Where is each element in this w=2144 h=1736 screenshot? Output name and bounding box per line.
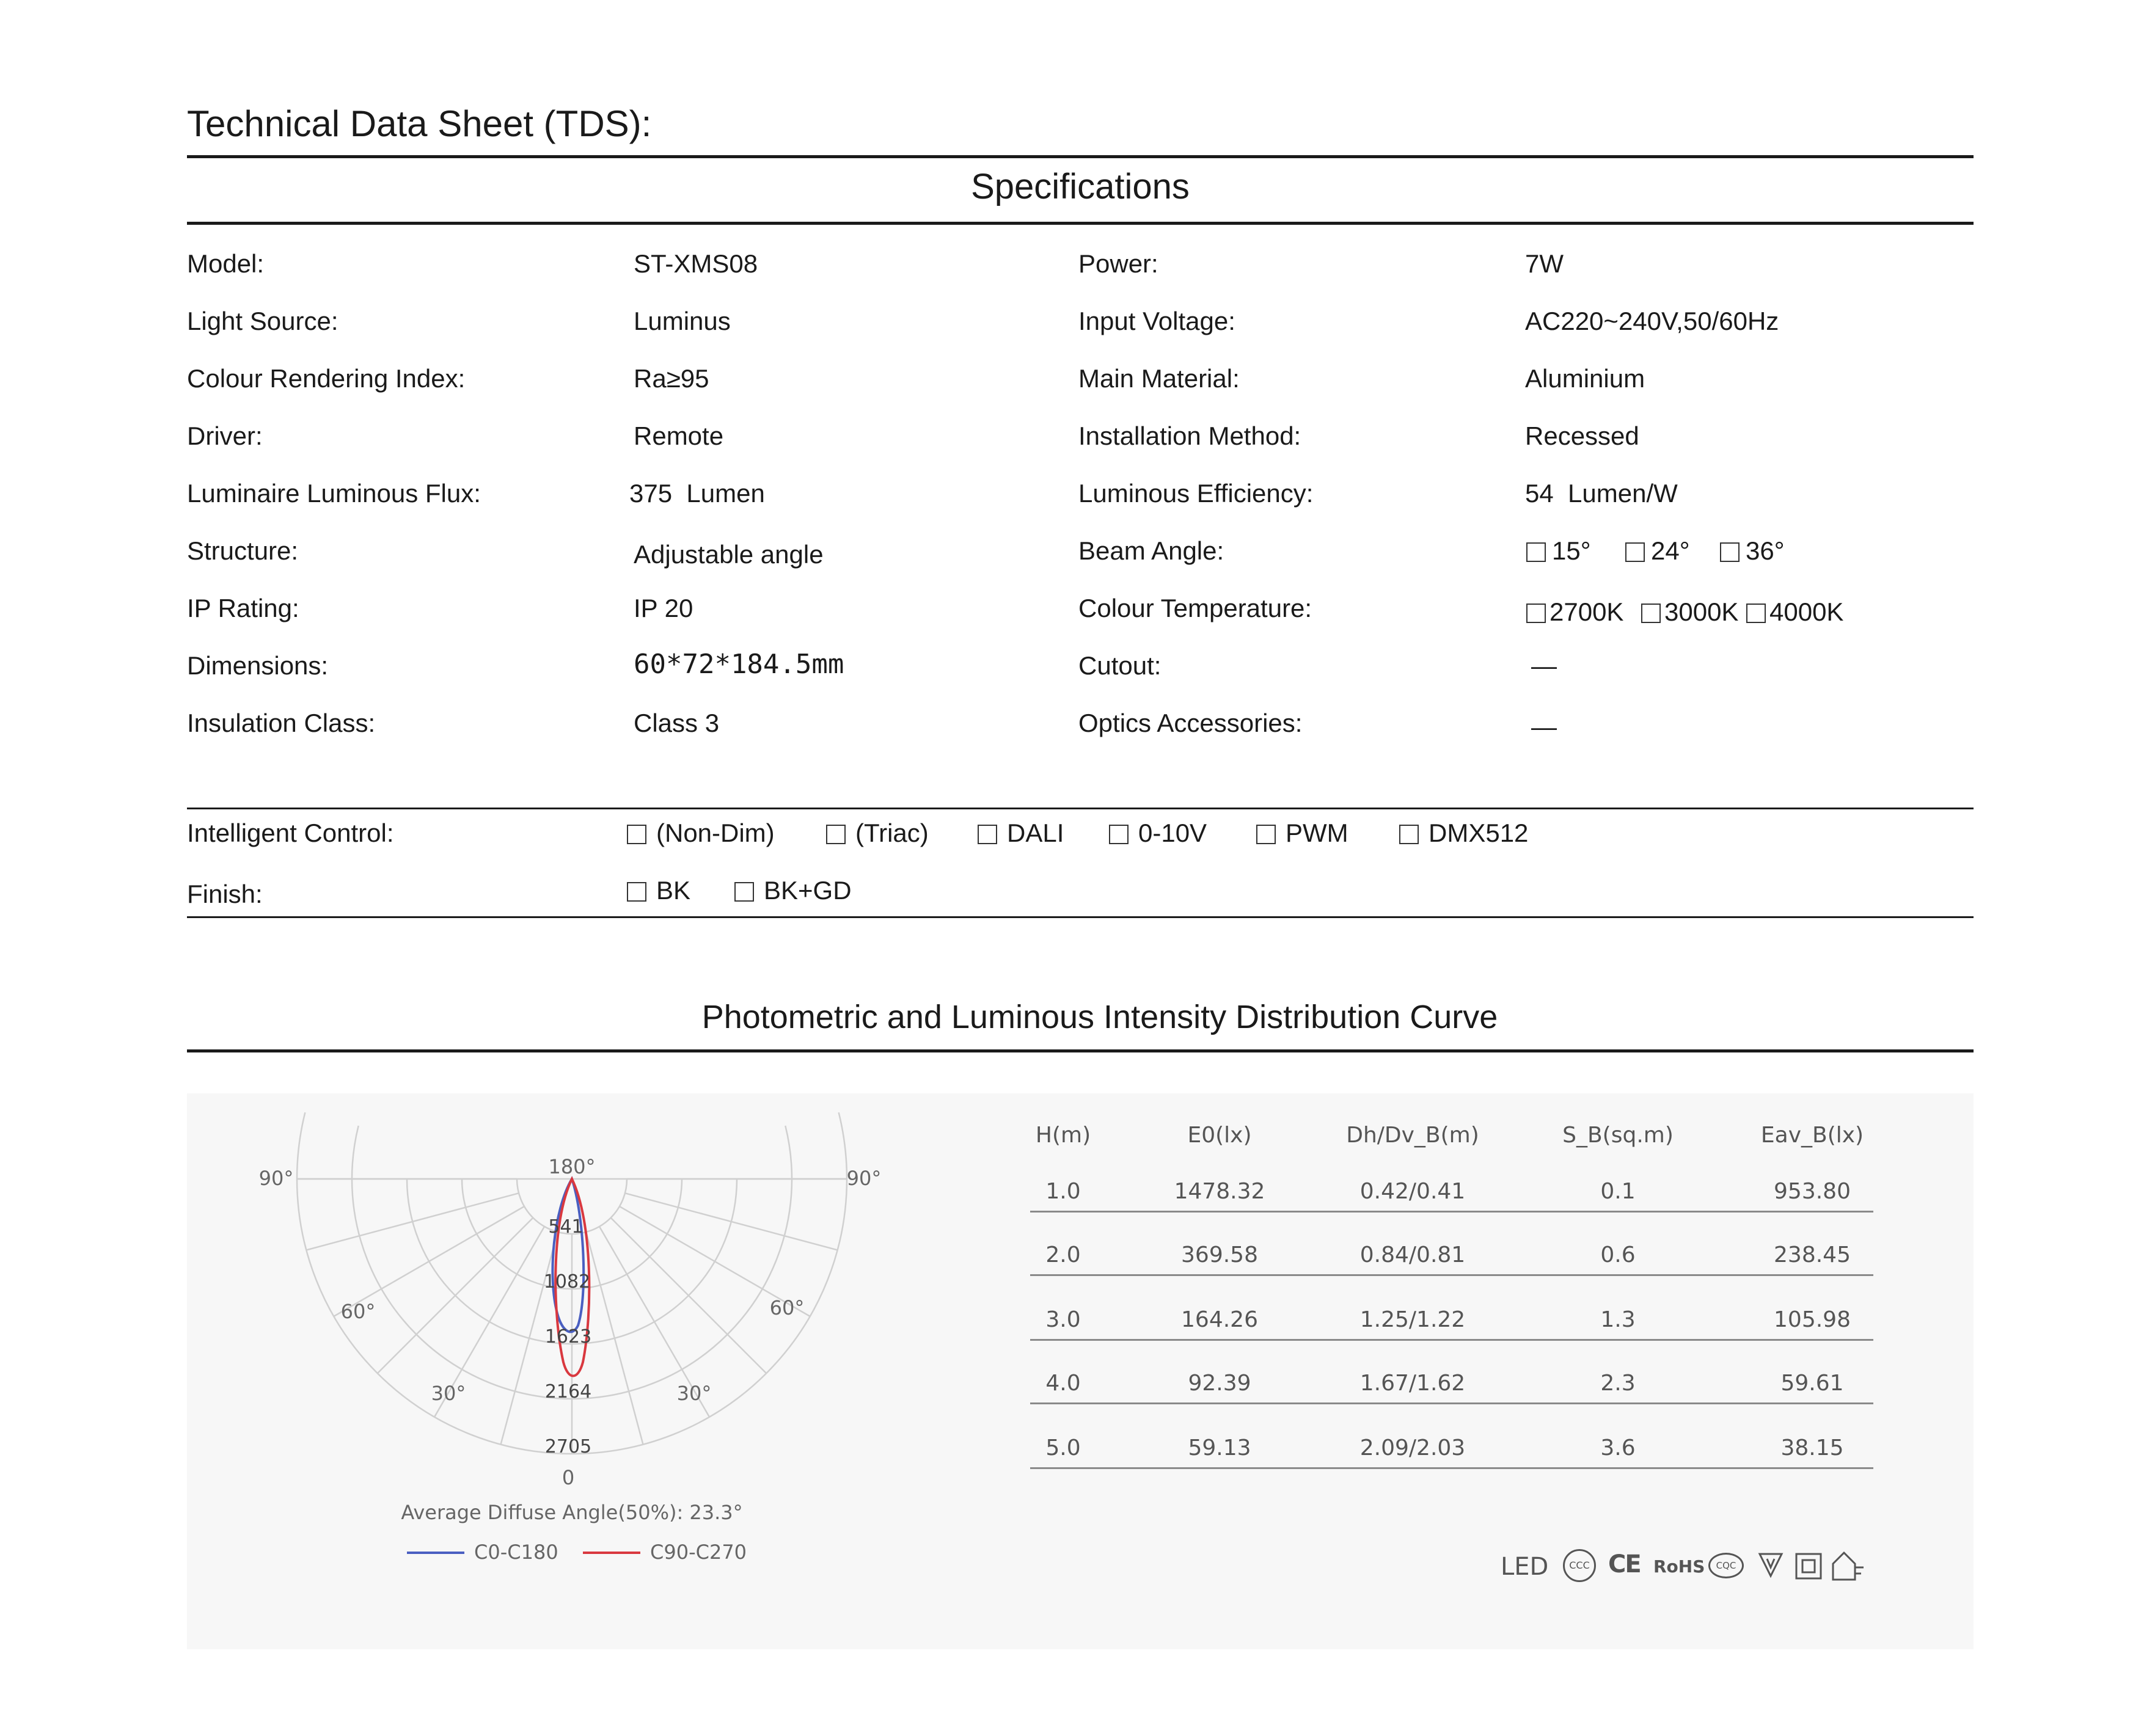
spec-value-cri: Ra≥95 [634,364,709,393]
checkbox-icon[interactable] [978,825,997,844]
spec-value-structure: Adjustable angle [634,540,824,569]
cct-option-3000k[interactable]: 3000K [1641,597,1738,627]
table-row-rule [1030,1467,1873,1469]
spec-value-power: 7W [1525,249,1564,278]
spec-label-power: Power: [1078,249,1158,278]
intelligent-control-label: Intelligent Control: [187,819,394,847]
angle-label-60-left: 60° [340,1300,376,1323]
checkbox-icon[interactable] [1526,604,1546,623]
intensity-label-541: 541 [548,1216,584,1238]
spec-value-luminous-flux: 375 Lumen [629,479,765,508]
spec-value-dimensions: 60*72*184.5mm [634,649,844,680]
spec-value-driver: Remote [634,421,724,450]
table-header: H(m) [1035,1123,1091,1148]
finish-bottom-rule [187,916,1974,918]
spec-label-optics-accessories: Optics Accessories: [1078,709,1303,737]
safety-symbols-icon [1757,1549,1867,1583]
illuminance-table: H(m) E0(lx) Dh/Dv_B(m) S_B(sq.m) Eav_B(lx) 1.0 1478.32 0.42/0.41 0.1 953.80 2.0 369.58 0.84/0.81 0.6 238.45 3.0 164.26 1.25/1.22 1.3 105.98 4.0 92.39 1.67/1.62 2.3 59.61 5.0 59.13 2.09/2.03 3.6 38.15 [1024,1093,1879,1509]
cert-led-mark: LED [1501,1553,1549,1581]
spec-value-luminous-efficiency: 54 Lumen/W [1525,479,1678,508]
spec-value-model: ST-XMS08 [634,249,758,278]
document-title: Technical Data Sheet (TDS): [187,103,652,144]
cqc-icon: CQC [1708,1553,1744,1578]
spec-label-cri: Colour Rendering Index: [187,364,466,393]
checkbox-icon[interactable] [1256,825,1276,844]
beam-angle-option-24[interactable]: 24° [1625,536,1690,566]
table-row-rule [1030,1402,1873,1404]
angle-label-0: 0 [562,1466,575,1489]
control-option-0-10v[interactable]: 0-10V [1109,819,1207,848]
angle-label-30-right: 30° [676,1382,712,1405]
control-top-rule [187,808,1974,809]
spec-label-insulation-class: Insulation Class: [187,709,376,737]
spec-label-dimensions: Dimensions: [187,651,329,680]
spec-value-insulation-class: Class 3 [634,709,720,737]
control-option-non-dim[interactable]: (Non-Dim) [627,819,775,848]
spec-label-colour-temperature: Colour Temperature: [1078,594,1312,622]
spec-label-light-source: Light Source: [187,307,338,335]
spec-label-cutout: Cutout: [1078,651,1162,680]
rohs-icon: RoHS [1653,1556,1705,1577]
cct-option-4000k[interactable]: 4000K [1746,597,1843,627]
spec-label-luminous-flux: Luminaire Luminous Flux: [187,479,481,508]
beam-angle-option-15[interactable]: 15° [1526,536,1591,566]
polar-grid-spoke [306,1193,519,1250]
control-option-pwm[interactable]: PWM [1256,819,1348,848]
finish-option-bk-gd[interactable]: BK+GD [734,876,852,905]
angle-label-90-left: 90° [258,1167,294,1190]
ccc-icon: CCC [1563,1549,1596,1582]
control-option-dali[interactable]: DALI [978,819,1064,848]
intensity-label-1082: 1082 [543,1271,591,1293]
checkbox-icon[interactable] [734,882,754,902]
spec-label-installation-method: Installation Method: [1078,421,1301,450]
spec-label-ip-rating: IP Rating: [187,594,299,622]
spec-label-input-voltage: Input Voltage: [1078,307,1235,335]
spec-value-main-material: Aluminium [1525,364,1645,393]
table-header: E0(lx) [1187,1123,1252,1148]
polar-grid-spoke [378,1218,533,1374]
intensity-label-2164: 2164 [544,1381,592,1402]
spec-value-installation-method: Recessed [1525,421,1639,450]
table-header: Eav_B(lx) [1760,1123,1864,1148]
angle-label-30-left: 30° [431,1382,466,1405]
ce-mark-icon: CE [1608,1550,1641,1578]
specifications-rule [187,222,1974,225]
finish-option-bk[interactable]: BK [627,876,690,905]
photometric-rule [187,1049,1974,1052]
table-row-rule [1030,1339,1873,1341]
title-rule [187,155,1974,158]
checkbox-icon[interactable] [1109,825,1129,844]
angle-label-180: 180° [548,1155,596,1178]
spec-label-model: Model: [187,249,265,278]
angle-label-60-right: 60° [769,1296,805,1319]
checkbox-icon[interactable] [1746,604,1766,623]
intensity-label-1623: 1623 [544,1326,592,1348]
spec-value-optics-accessories: — [1531,712,1557,741]
finish-label: Finish: [187,880,263,908]
table-header: S_B(sq.m) [1562,1123,1674,1148]
checkbox-icon[interactable] [1641,604,1661,623]
checkbox-icon[interactable] [1720,542,1740,562]
polar-distribution-diagram [187,1093,993,1619]
checkbox-icon[interactable] [1399,825,1419,844]
photometric-panel [187,1093,1974,1649]
control-option-triac[interactable]: (Triac) [826,819,929,848]
control-option-dmx512[interactable]: DMX512 [1399,819,1528,848]
spec-label-driver: Driver: [187,421,263,450]
beam-angle-option-36[interactable]: 36° [1720,536,1785,566]
spec-value-cutout: — [1531,651,1557,680]
legend-label-c90-c270: C90-C270 [650,1541,747,1564]
checkbox-icon[interactable] [627,825,646,844]
spec-value-input-voltage: AC220~240V,50/60Hz [1525,307,1779,335]
checkbox-icon[interactable] [1526,542,1546,562]
specifications-heading: Specifications [971,167,1190,206]
polar-grid-spoke [611,1218,767,1374]
spec-value-ip-rating: IP 20 [634,594,693,622]
checkbox-icon[interactable] [627,882,646,902]
spec-label-main-material: Main Material: [1078,364,1240,393]
polar-grid-spoke [586,1232,643,1445]
cct-option-2700k[interactable]: 2700K [1526,597,1623,627]
photometric-heading: Photometric and Luminous Intensity Distribution Curve [701,999,1498,1035]
spec-label-beam-angle: Beam Angle: [1078,536,1224,565]
checkbox-icon[interactable] [826,825,846,844]
spec-label-luminous-efficiency: Luminous Efficiency: [1078,479,1314,508]
table-row-rule [1030,1211,1873,1213]
table-row-rule [1030,1274,1873,1276]
intensity-label-2705: 2705 [544,1436,592,1457]
diffuse-angle-caption: Average Diffuse Angle(50%): 23.3° [401,1501,743,1524]
spec-label-structure: Structure: [187,536,299,565]
checkbox-icon[interactable] [1625,542,1645,562]
spec-value-light-source: Luminus [634,307,731,335]
legend-label-c0-c180: C0-C180 [474,1541,558,1564]
angle-label-90-right: 90° [846,1167,882,1190]
polar-grid-spoke [625,1193,838,1250]
table-header: Dh/Dv_B(m) [1346,1123,1479,1148]
